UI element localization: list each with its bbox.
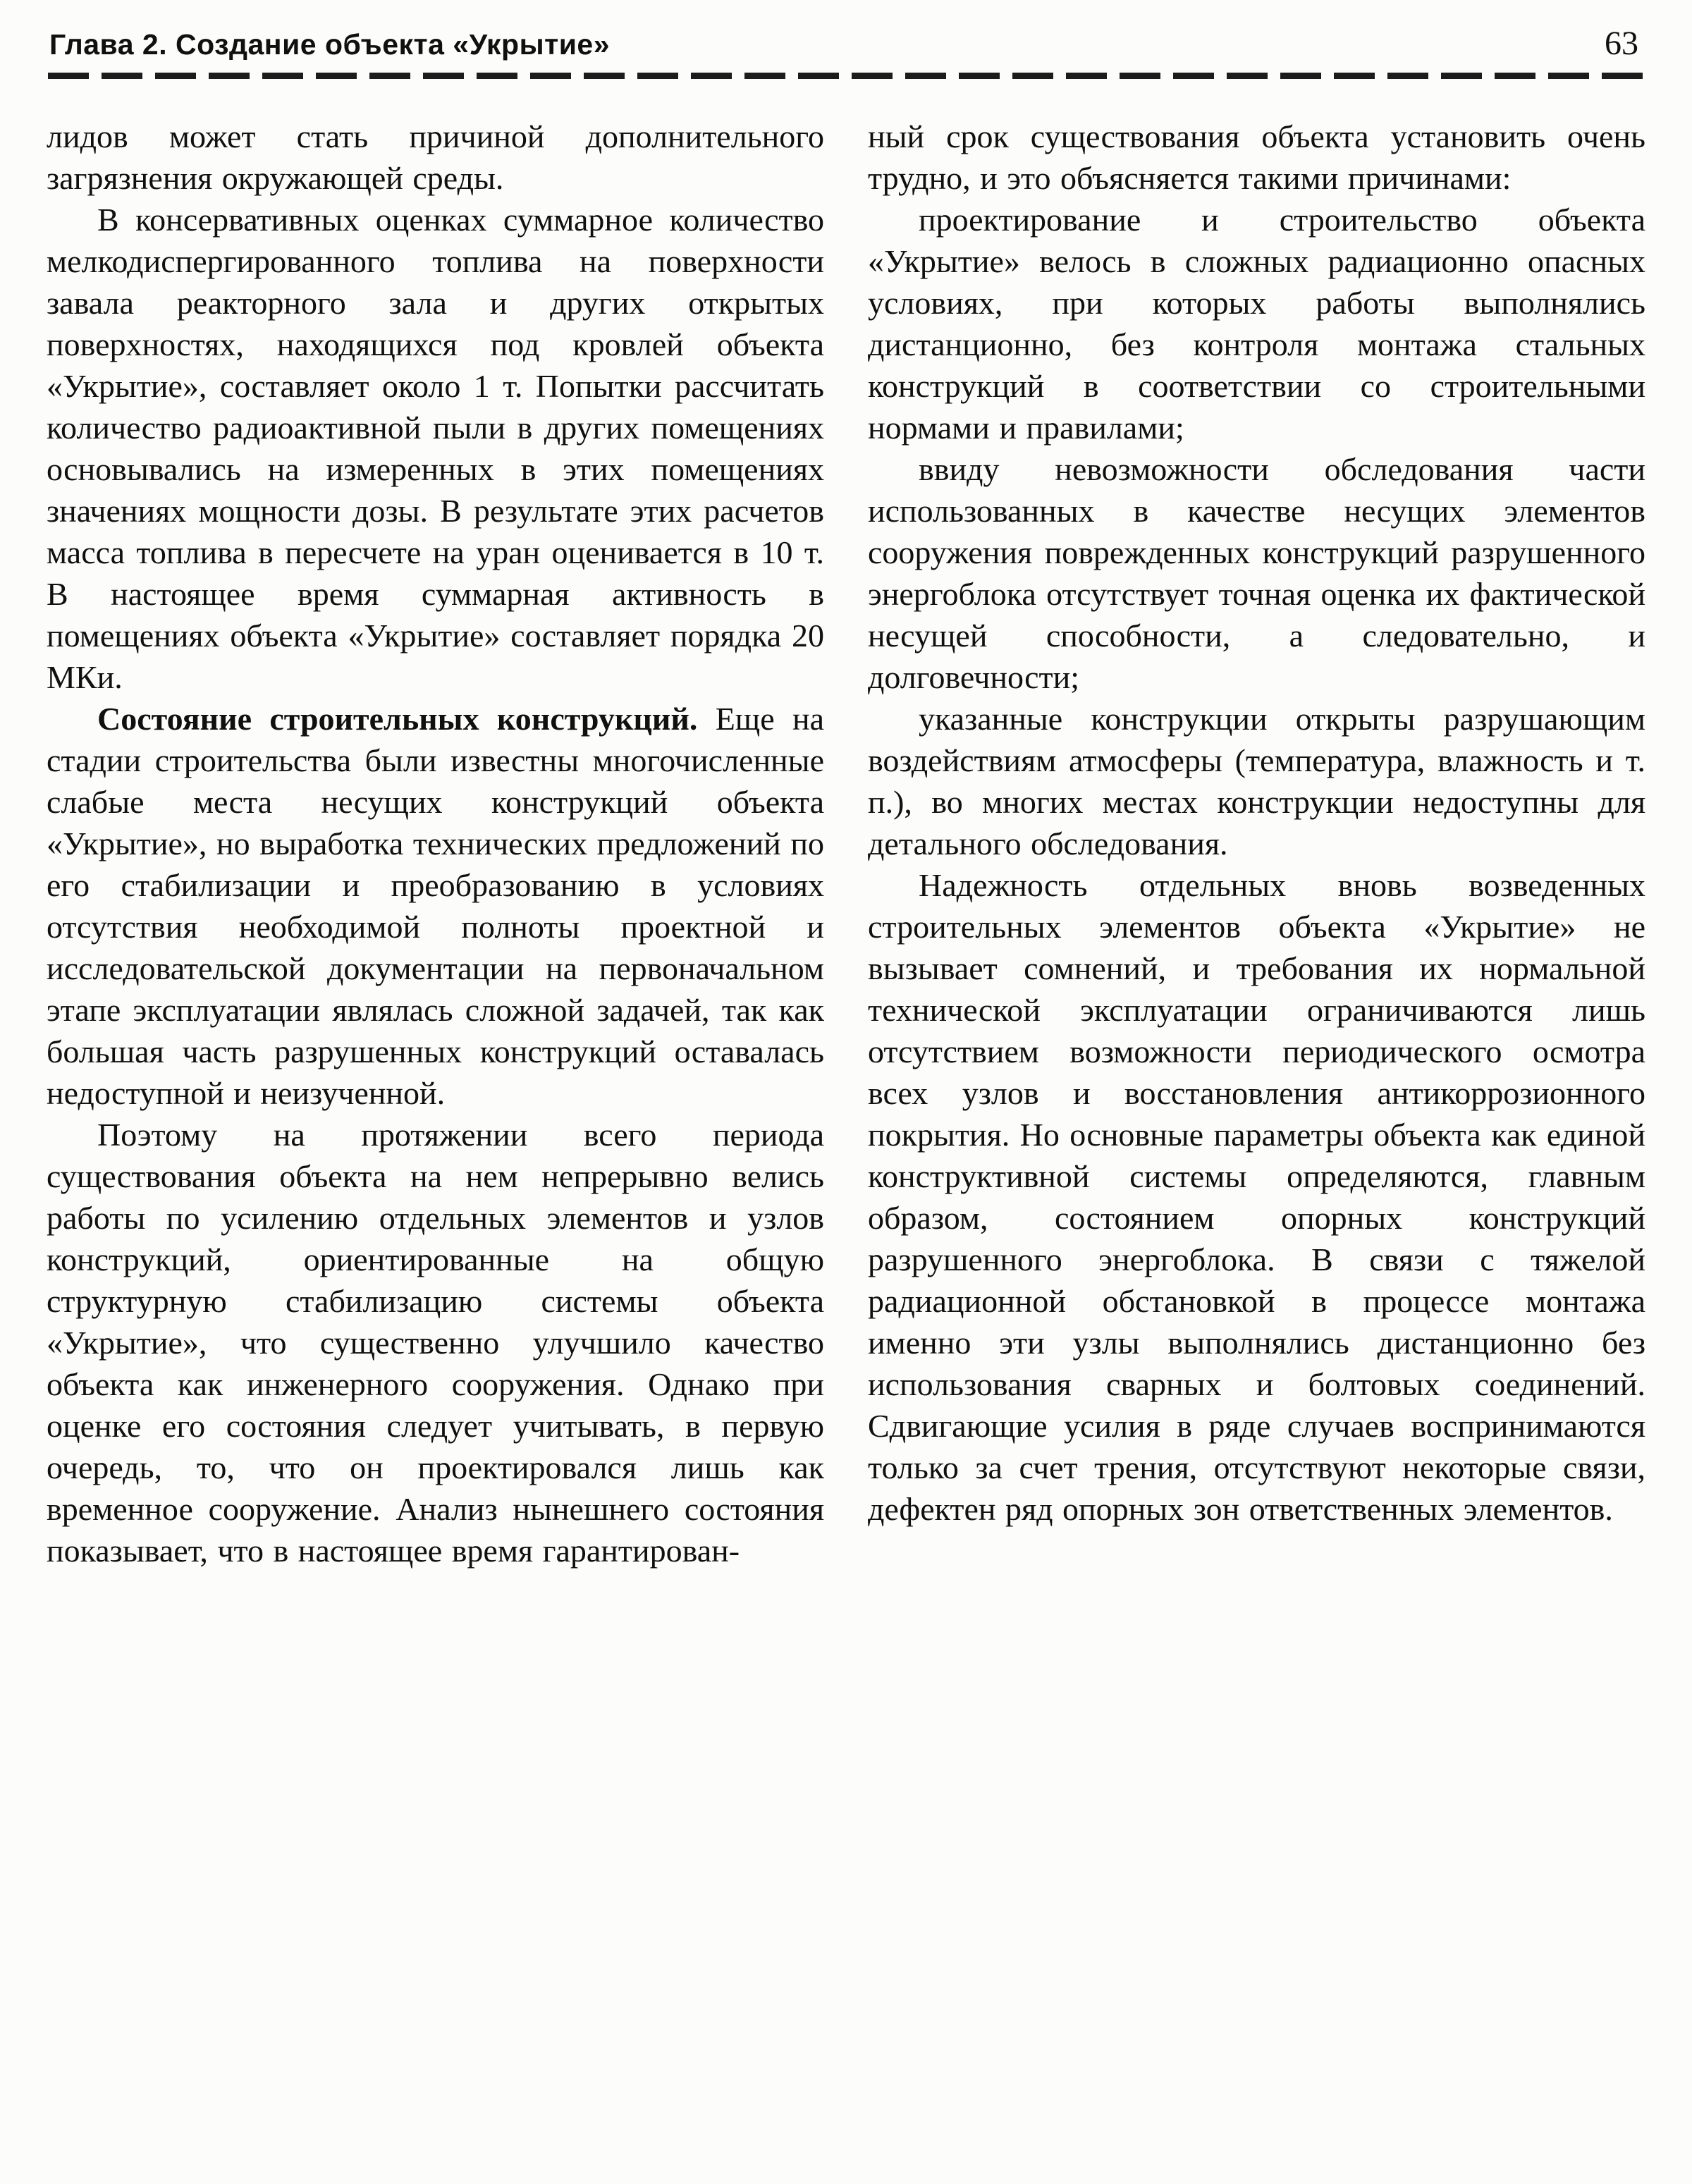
paragraph: Надежность отдельных вновь возведенных строительных элементов объекта «Укрытие» не вызывает сомнений, и требования их нормальной технической эксплуатации ограничиваются лишь отсутствием возможности периодического осмотра всех узлов и восстановления антикоррозионного покрытия. Но основные параметры объекта как единой конструктивной системы определяются, главным образом, состоянием опорных конструкций разрушенного энергоблока. В связи с тяжелой радиационной обстановкой в процессе монтажа именно эти узлы выполнялись дистанционно без использования сварных и болтовых соединений. Сдвигающие усилия в ряде случаев воспринимаются только за счет трения, отсутствуют некоторые связи, дефектен ряд опорных зон ответственных элементов. bbox=[868, 867, 1645, 1527]
paragraph: ввиду невозможности обследования части использованных в качестве несущих элементов сооружения поврежденных конструкций разрушенного энергоблока отсутствует точная оценка их фактической несущей способности, а следовательно, и долговечности; bbox=[868, 451, 1645, 695]
paragraph: ный срок существования объекта установить очень трудно, и это объясняется такими причинами: bbox=[868, 118, 1645, 196]
chapter-title: Глава 2. Создание объекта «Укрытие» bbox=[49, 28, 610, 61]
header-dashed-rule bbox=[48, 73, 1644, 79]
paragraph: В консервативных оценках суммарное количество мелкодиспергированного топлива на поверхности завала реакторного зала и других открытых поверхностях, находящихся под кровлей объекта «Укрытие», составляет около 1 т. Попытки рассчитать количество радиоактивной пыли в других помещениях основывались на измеренных в этих помещениях значениях мощности дозы. В результате этих расчетов масса топлива в пересчете на уран оценивается в 10 т. В настоящее время суммарная активность в помещениях объекта «Укрытие» составляет порядка 20 МКи. bbox=[47, 202, 824, 695]
paragraph: указанные конструкции открыты разрушающим воздействиям атмосферы (температура, влажность и т. п.), во многих местах конструкции недоступны для детального обследования. bbox=[868, 701, 1645, 861]
text-columns bbox=[47, 116, 1645, 1571]
paragraph: проектирование и строительство объекта «Укрытие» велось в сложных радиационно опасных условиях, при которых работы выполнялись дистанционно, без контроля монтажа стальных конструкций в соответствии со строительными нормами и правилами; bbox=[868, 202, 1645, 446]
paragraph: лидов может стать причиной дополнительного загрязнения окружающей среды. bbox=[47, 118, 824, 196]
paragraph: Состояние строительных конструкций. Еще на стадии строительства были известны многочисленные слабые места несущих конструкций объекта «Укрытие», но выработка технических предложений по его стабилизации и преобразованию в условиях отсутствия необходимой полноты проектной и исследовательской документации на первоначальном этапе эксплуатации являлась сложной задачей, так как большая часть разрушенных конструкций оставалась недоступной и неизученной. bbox=[47, 701, 824, 1111]
paragraph: Поэтому на протяжении всего периода существования объекта на нем непрерывно велись работы по усилению отдельных элементов и узлов конструкций, ориентированные на общую структурную стабилизацию системы объекта «Укрытие», что существенно улучшило качество объекта как инженерного сооружения. Однако при оценке его состояния следует учитывать, в первую очередь, то, что он проектировался лишь как временное сооружение. Анализ нынешнего состояния показывает, что в настоящее время гарантирован- bbox=[47, 1117, 824, 1569]
running-head bbox=[47, 20, 1645, 73]
paragraph-bold-lead: Состояние строительных конструкций. bbox=[97, 701, 716, 737]
left-column bbox=[47, 116, 824, 1571]
right-column bbox=[868, 116, 1645, 1571]
page-number: 63 bbox=[1605, 25, 1638, 62]
